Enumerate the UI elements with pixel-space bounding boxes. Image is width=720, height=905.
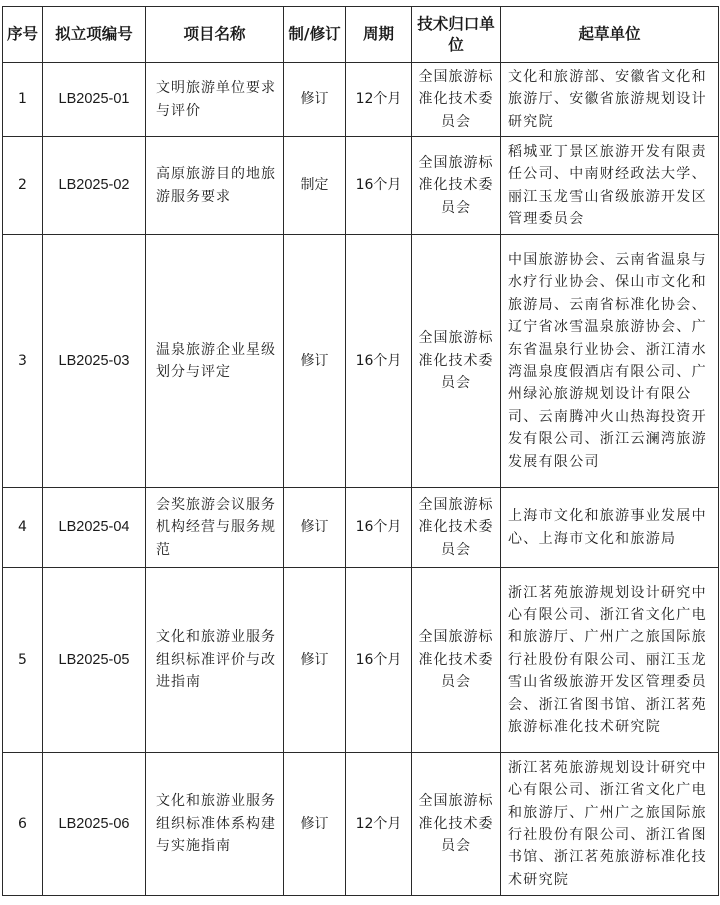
cell-name: 高原旅游目的地旅游服务要求	[146, 137, 284, 235]
table-row	[3, 753, 719, 896]
header-code: 拟立项编号	[43, 7, 146, 63]
cell-no: 3	[3, 235, 43, 488]
cell-org: 全国旅游标准化技术委员会	[412, 63, 501, 137]
cell-drafter: 上海市文化和旅游事业发展中心、上海市文化和旅游局	[501, 488, 719, 568]
cell-drafter: 浙江茗苑旅游规划设计研究中心有限公司、浙江省文化广电和旅游厅、广州广之旅国际旅行社股份有限公司、丽江玉龙雪山省级旅游开发区管理委员会、浙江省图书馆、浙江茗苑旅游标准化技术研究院	[501, 568, 719, 753]
cell-no: 4	[3, 488, 43, 568]
cell-org: 全国旅游标准化技术委员会	[412, 568, 501, 753]
cell-org: 全国旅游标准化技术委员会	[412, 753, 501, 896]
cell-period: 16个月	[346, 568, 412, 753]
cell-no: 5	[3, 568, 43, 753]
cell-name: 文明旅游单位要求与评价	[146, 63, 284, 137]
cell-no: 2	[3, 137, 43, 235]
cell-drafter: 浙江茗苑旅游规划设计研究中心有限公司、浙江省文化广电和旅游厅、广州广之旅国际旅行社股份有限公司、浙江省图书馆、浙江茗苑旅游标准化技术研究院	[501, 753, 719, 896]
header-org: 技术归口单位	[412, 7, 501, 63]
cell-period: 12个月	[346, 753, 412, 896]
cell-period: 16个月	[346, 137, 412, 235]
header-row	[3, 7, 719, 63]
cell-type: 修订	[284, 488, 346, 568]
cell-drafter: 稻城亚丁景区旅游开发有限责任公司、中南财经政法大学、丽江玉龙雪山省级旅游开发区管理委员会	[501, 137, 719, 235]
cell-code: LB2025-02	[43, 137, 146, 235]
cell-org: 全国旅游标准化技术委员会	[412, 235, 501, 488]
cell-code: LB2025-06	[43, 753, 146, 896]
cell-no: 6	[3, 753, 43, 896]
cell-type: 修订	[284, 63, 346, 137]
header-name: 项目名称	[146, 7, 284, 63]
table-row	[3, 63, 719, 137]
cell-code: LB2025-01	[43, 63, 146, 137]
header-drafter: 起草单位	[501, 7, 719, 63]
table-row	[3, 488, 719, 568]
cell-drafter: 文化和旅游部、安徽省文化和旅游厅、安徽省旅游规划设计研究院	[501, 63, 719, 137]
cell-org: 全国旅游标准化技术委员会	[412, 488, 501, 568]
header-type: 制/修订	[284, 7, 346, 63]
table-row	[3, 568, 719, 753]
cell-name: 会奖旅游会议服务机构经营与服务规范	[146, 488, 284, 568]
cell-type: 制定	[284, 137, 346, 235]
header-no: 序号	[3, 7, 43, 63]
cell-type: 修订	[284, 568, 346, 753]
cell-period: 12个月	[346, 63, 412, 137]
cell-name: 文化和旅游业服务组织标准体系构建与实施指南	[146, 753, 284, 896]
table-row	[3, 235, 719, 488]
cell-period: 16个月	[346, 488, 412, 568]
cell-name: 温泉旅游企业星级划分与评定	[146, 235, 284, 488]
cell-period: 16个月	[346, 235, 412, 488]
cell-drafter: 中国旅游协会、云南省温泉与水疗行业协会、保山市文化和旅游局、云南省标准化协会、辽宁省冰雪温泉旅游协会、广东省温泉行业协会、浙江清水湾温泉度假酒店有限公司、广州绿沁旅游规划设计有限公司、云南腾冲火山热海投资开发有限公司、浙江云澜湾旅游发展有限公司	[501, 235, 719, 488]
table-row	[3, 137, 719, 235]
cell-no: 1	[3, 63, 43, 137]
cell-type: 修订	[284, 235, 346, 488]
header-period: 周期	[346, 7, 412, 63]
cell-type: 修订	[284, 753, 346, 896]
cell-org: 全国旅游标准化技术委员会	[412, 137, 501, 235]
cell-code: LB2025-03	[43, 235, 146, 488]
project-table	[2, 6, 719, 896]
cell-code: LB2025-04	[43, 488, 146, 568]
cell-code: LB2025-05	[43, 568, 146, 753]
cell-name: 文化和旅游业服务组织标准评价与改进指南	[146, 568, 284, 753]
